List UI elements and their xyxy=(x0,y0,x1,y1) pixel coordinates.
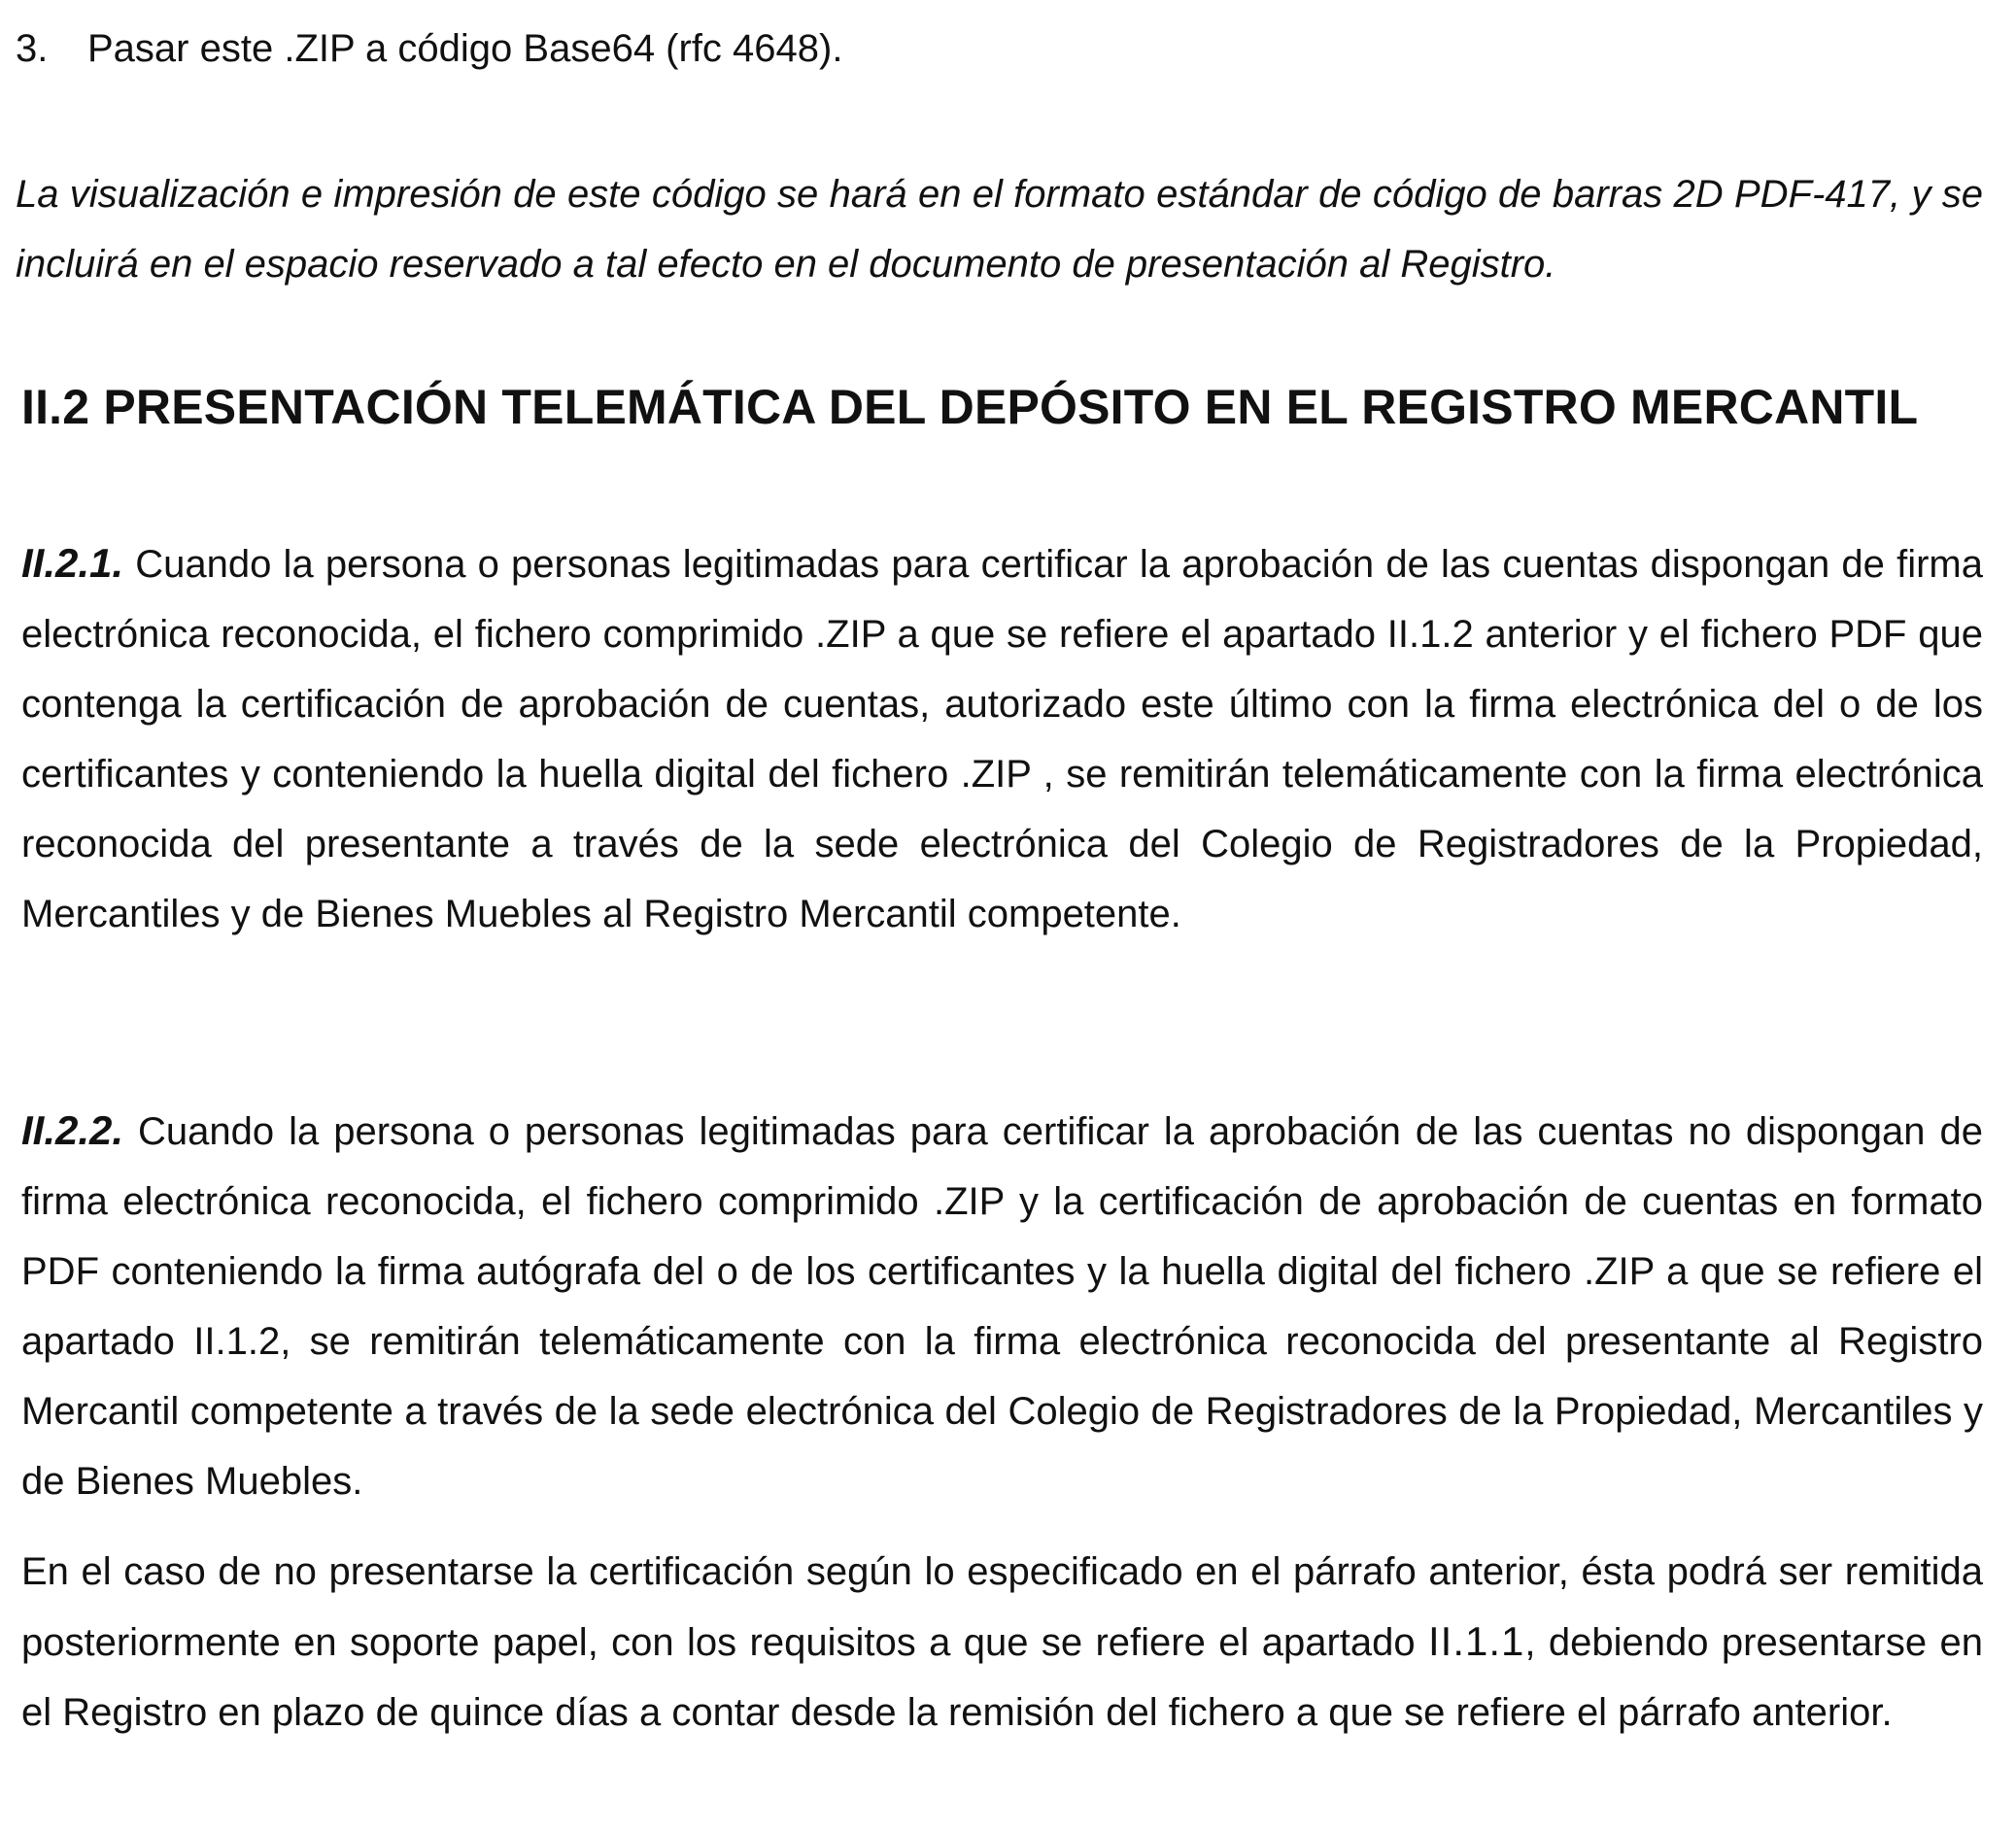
paragraph-ii-2-2 xyxy=(21,1096,1983,1516)
list-item-3 xyxy=(16,21,842,76)
paragraph-ii-2-1 xyxy=(21,528,1983,949)
list-item-text: Pasar este .ZIP a código Base64 (rfc 4648). xyxy=(87,27,843,70)
section-reference: II.1.1 xyxy=(1428,1618,1525,1664)
paragraph-paper-submission xyxy=(21,1537,1983,1747)
list-item-number: 3. xyxy=(16,27,49,70)
section-heading: II.2 PRESENTACIÓN TELEMÁTICA DEL DEPÓSITO EN EL REGISTRO MERCANTIL xyxy=(21,380,1919,434)
paragraph-text: En el caso de no presentarse la certificación según lo especificado en el párrafo anterior, ésta podrá ser remitida posteriormente en soporte papel, con los requisitos a que se refiere el apartado xyxy=(21,1550,1983,1664)
barcode-note-paragraph: La visualización e impresión de este código se hará en el formato estándar de código de barras 2D PDF-417, y se incluirá en el espacio reservado a tal efecto en el documento de presentación al Registro. xyxy=(16,173,1983,286)
paragraph-text: Cuando la persona o personas legitimadas para certificar la aprobación de las cuentas dispongan de firma electrónica reconocida, el fichero comprimido .ZIP a que se refiere el apartado II.1.2 anterior y el fichero PDF que contenga la certificación de aprobación de cuentas, autorizado este último con la firma electrónica del o de los certificantes y conteniendo la huella digital del fichero .ZIP , se remitirán telemáticamente con la firma electrónica reconocida del presentante a través de la sede electrónica del Colegio de Registradores de la Propiedad, Mercantiles y de Bienes Muebles al Registro Mercantil competente. xyxy=(21,543,1983,935)
paragraph-text: Cuando la persona o personas legitimadas para certificar la aprobación de las cuentas no dispongan de firma electrónica reconocida, el fichero comprimido .ZIP y la certificación de aprobación de cuentas en formato PDF conteniendo la firma autógrafa del o de los certificantes y la huella digital del fichero .ZIP a que se refiere el apartado II.1.2, se remitirán telemáticamente con la firma electrónica reconocida del presentante al Registro Mercantil competente a través de la sede electrónica del Colegio de Registradores de la Propiedad, Mercantiles y de Bienes Muebles. xyxy=(21,1110,1983,1503)
paragraph-number: II.2.1. xyxy=(21,540,124,586)
paragraph-number: II.2.2. xyxy=(21,1107,124,1153)
paragraph-text-continued: , debiendo presentarse en el Registro en plazo de quince días a contar desde la remisión del fichero a que se refiere el párrafo anterior. xyxy=(21,1621,1983,1734)
